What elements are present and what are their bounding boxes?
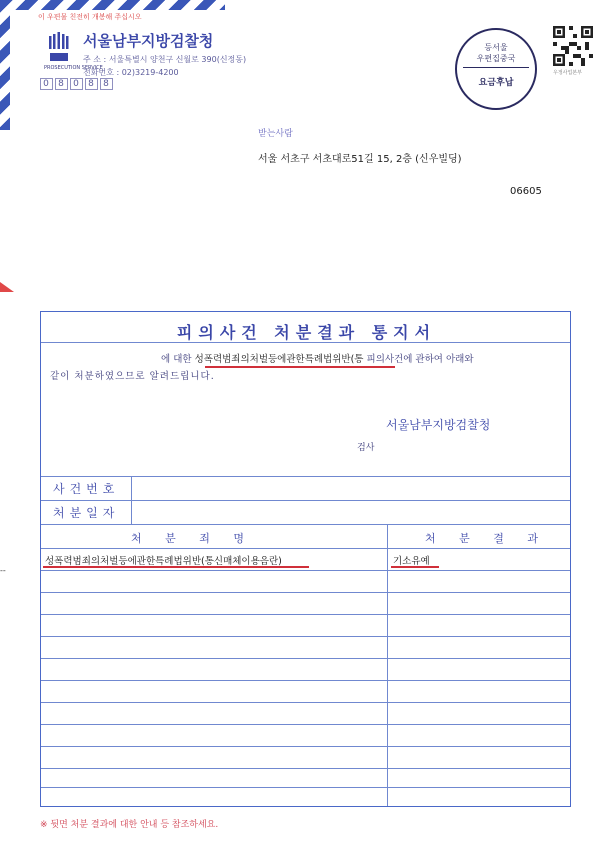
postage-stamp bbox=[455, 28, 537, 110]
form-title: 피의사건 처분결과 통지서 bbox=[176, 323, 437, 342]
crime-underline bbox=[205, 366, 395, 368]
stamp-divider bbox=[463, 67, 529, 68]
zip-digit: 8 bbox=[100, 78, 113, 90]
zip-digit: 0 bbox=[70, 78, 83, 90]
col-header-charge: 처 분 죄 명 bbox=[131, 532, 254, 545]
qr-caption: 우정사업본부 bbox=[553, 70, 582, 76]
phone-label: 전화번호 : bbox=[83, 68, 120, 77]
table-row-line bbox=[41, 680, 570, 681]
fold-corner-mark bbox=[0, 282, 14, 292]
prosecution-logo-icon bbox=[48, 32, 70, 64]
envelope-notice: 이 우편물 친전히 개봉해 주십시오 bbox=[38, 13, 142, 21]
result-underline bbox=[391, 566, 439, 568]
table-header-divider bbox=[41, 548, 570, 549]
table-row-line bbox=[41, 702, 570, 703]
intro-suffix: 피의사건에 관하여 아래와 bbox=[366, 354, 474, 365]
stamp-line1: 등서울 bbox=[484, 43, 508, 52]
sender-phone bbox=[83, 67, 179, 78]
recipient-postcode: 06605 bbox=[510, 186, 542, 197]
phone-value: 02)3219-4200 bbox=[121, 68, 179, 77]
address-label: 주 소 : bbox=[83, 55, 107, 64]
charge-underline bbox=[43, 566, 309, 568]
footnote: ※ 뒷면 처분 결과에 대한 안내 등 참조하세요. bbox=[40, 820, 219, 830]
logo-caption: PROSECUTION SERVICE bbox=[44, 65, 103, 71]
table-row-line bbox=[41, 746, 570, 747]
table-row-line bbox=[41, 592, 570, 593]
case-number-label: 사건번호 bbox=[53, 482, 120, 496]
zip-digit: 8 bbox=[55, 78, 68, 90]
table-row-line bbox=[41, 658, 570, 659]
disposition-date-label: 처분일자 bbox=[53, 506, 120, 520]
table-row-line bbox=[41, 768, 570, 769]
col-header-result: 처 분 결 과 bbox=[425, 532, 548, 545]
stamp-line2: 우편집중국 bbox=[476, 54, 516, 63]
table-row-line bbox=[41, 724, 570, 725]
charge-cell: 성폭력범죄의처벌등에관한특례법위반(통신매체이용음란) bbox=[45, 556, 282, 567]
address-value: 서울특별시 양천구 신월로 390(신정동) bbox=[108, 55, 247, 64]
row-divider bbox=[41, 476, 570, 477]
table-row-line bbox=[41, 614, 570, 615]
table-row-line bbox=[41, 787, 570, 788]
table-column-divider bbox=[387, 524, 388, 806]
stamp-line3: 요금후납 bbox=[478, 78, 514, 88]
issuer-office: 서울남부지방검찰청 bbox=[386, 418, 491, 432]
issuer-role: 검사 bbox=[357, 443, 375, 453]
intro-crime-name: 성폭력범죄의처벌등에관한특례법위반(통 bbox=[194, 354, 364, 365]
qr-code-icon bbox=[553, 26, 593, 66]
row-divider bbox=[41, 524, 570, 525]
sender-office: 서울남부지방검찰청 bbox=[83, 32, 214, 50]
recipient-address: 서울 서초구 서초대로51길 15, 2층 (신우빌딩) bbox=[258, 154, 462, 165]
title-divider bbox=[41, 342, 570, 343]
table-row-line bbox=[41, 570, 570, 571]
sender-address bbox=[83, 54, 246, 65]
row-divider bbox=[41, 500, 570, 501]
envelope-stripe-left bbox=[0, 0, 10, 130]
envelope-stripe-top bbox=[0, 0, 225, 10]
result-cell: 기소유예 bbox=[393, 556, 430, 567]
disposition-notice-form bbox=[40, 311, 571, 807]
recipient-label: 받는사람 bbox=[258, 129, 293, 139]
zip-digit: 0 bbox=[40, 78, 53, 90]
intro-line2: 같이 처분하였으므로 알려드립니다. bbox=[50, 371, 215, 382]
intro-prefix: 에 대한 bbox=[161, 354, 192, 365]
intro-line1 bbox=[161, 351, 474, 365]
table-row-line bbox=[41, 636, 570, 637]
sender-zip bbox=[40, 78, 115, 90]
side-mark: -- bbox=[0, 566, 6, 575]
zip-digit: 8 bbox=[85, 78, 98, 90]
